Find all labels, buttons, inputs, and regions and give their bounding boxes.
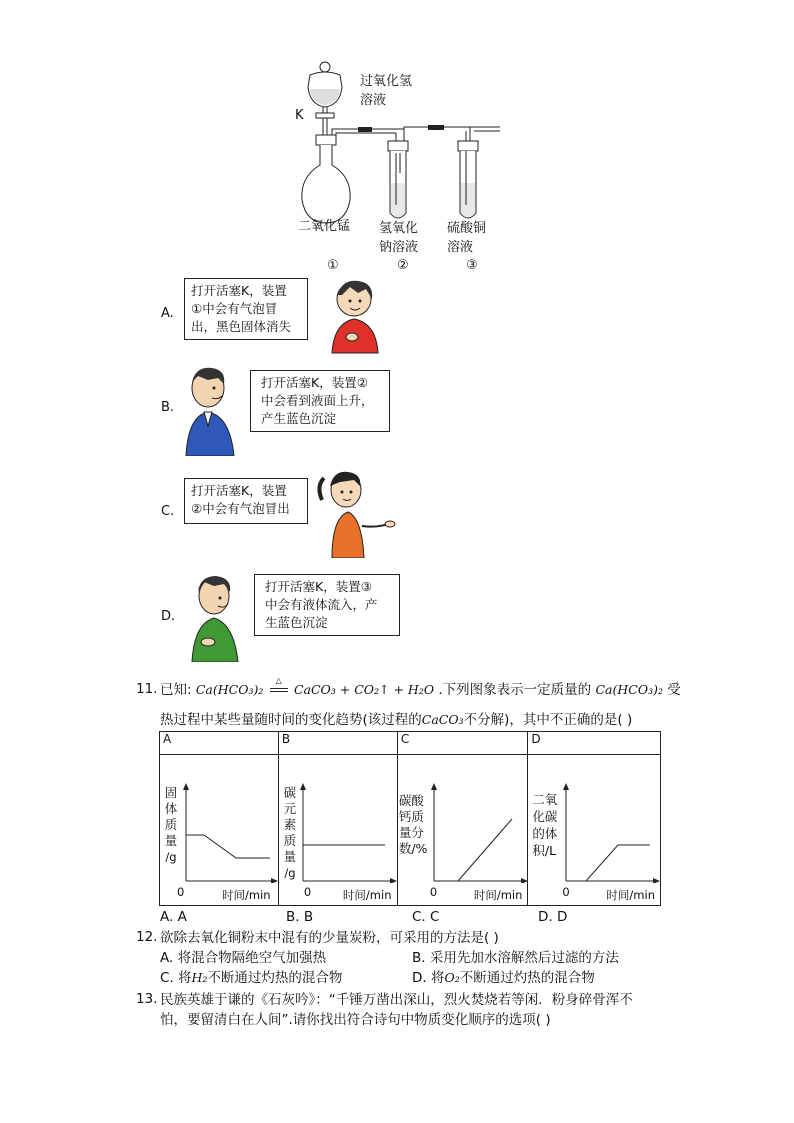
vessel2-number: ② — [397, 258, 409, 273]
vessel1-label: 二氧化锰 — [298, 219, 351, 234]
vessel3-number: ③ — [466, 258, 478, 273]
graph-d-head: D — [528, 732, 661, 755]
vessel2-label: 氢氧化 钠溶液 — [379, 221, 419, 255]
graph-b-xlabel: 时间/min — [342, 888, 392, 902]
graph-c-origin: 0 — [429, 885, 438, 899]
graph-b — [278, 755, 397, 906]
boy-cartoon-d — [182, 572, 254, 662]
option-d-bubble: 打开活塞K，装置③ 中会有液体流入，产 生蓝色沉淀 — [254, 574, 400, 636]
valve-label: K — [295, 108, 304, 123]
girl-cartoon-c — [310, 464, 396, 558]
option-b-bubble: 打开活塞K，装置② 中会看到液面上升， 产生蓝色沉淀 — [250, 370, 390, 432]
option-b-letter: B. — [161, 400, 175, 415]
graph-b-head: B — [278, 732, 397, 755]
q11-line2: 热过程中某些量随时间的变化趋势(该过程的CaCO₃不分解)，其中不正确的是( ) — [160, 712, 633, 728]
graph-b-ylabel: 碳 元 素 质 量 /g — [283, 785, 297, 880]
funnel-label: 过氧化氢 溶液 — [360, 74, 413, 108]
q11-answer-a[interactable]: A. A — [160, 909, 187, 925]
graph-b-origin: 0 — [303, 885, 312, 899]
q12-option-b[interactable]: B. 采用先加水溶解然后过滤的方法 — [412, 950, 619, 966]
graph-a — [160, 755, 279, 906]
option-c-letter: C. — [161, 504, 175, 519]
q12-option-d[interactable]: D. 将O₂不断通过灼热的混合物 — [412, 970, 595, 986]
q12-option-c[interactable]: C. 将H₂不断通过灼热的混合物 — [160, 970, 343, 986]
vessel3-label: 硫酸铜 溶液 — [447, 221, 487, 255]
graph-a-xlabel: 时间/min — [222, 888, 271, 902]
q12-option-a[interactable]: A. 将混合物隔绝空气加强热 — [160, 950, 327, 966]
q13-number: 13. — [136, 991, 158, 1007]
graph-a-origin: 0 — [177, 885, 185, 899]
q13-line1: 民族英雄于谦的《石灰吟》：“千锤万凿出深山，烈火焚烧若等闲．粉身碎骨浑不 — [160, 992, 633, 1008]
graph-a-ylabel: 固 体 质 量 /g — [164, 785, 178, 864]
equation-reactant: Ca(HCO₃)₂ — [195, 682, 264, 697]
graph-d-xlabel: 时间/min — [606, 888, 655, 902]
q13-line2: 怕，要留清白在人间”.请你找出符合诗句中物质变化顺序的选项( ) — [160, 1012, 551, 1028]
q11-answer-b[interactable]: B. B — [286, 909, 314, 925]
graph-b-plot — [297, 783, 397, 883]
option-a-bubble: 打开活塞K，装置 ①中会有气泡冒 出，黑色固体消失 — [184, 278, 308, 340]
graph-c-xlabel: 时间/min — [473, 888, 523, 902]
graph-d-origin: 0 — [562, 885, 570, 899]
equation-arrow: △ — [268, 681, 290, 699]
q11-answer-d[interactable]: D. D — [538, 909, 568, 925]
boy-cartoon-a — [318, 275, 390, 355]
graph-c — [397, 755, 528, 906]
graph-d-plot — [560, 783, 660, 883]
q11-number: 11. — [136, 681, 158, 697]
graph-d — [528, 755, 661, 906]
q11-line1: 已知: Ca(HCO₃)₂ △ CaCO₃ + CO₂↑ + H₂O .下列图象表示一定质量的 Ca(HCO₃)₂ 受 — [160, 676, 681, 698]
man-cartoon-b — [178, 364, 248, 456]
graph-c-ylabel: 碳酸 钙质 量分 数/% — [398, 793, 428, 856]
graph-a-head: A — [160, 732, 279, 755]
vessel1-number: ① — [327, 258, 339, 273]
graph-c-head: C — [397, 732, 528, 755]
equation-products: CaCO₃ + CO₂↑ + H₂O — [293, 682, 435, 697]
q11-graph-table — [159, 731, 661, 906]
graph-a-plot — [180, 783, 278, 883]
graph-c-plot — [428, 783, 528, 883]
option-c-bubble: 打开活塞K，装置 ②中会有气泡冒出 — [184, 478, 308, 524]
option-d-letter: D. — [161, 609, 176, 624]
graph-d-ylabel: 二氧 化碳 的体 积/L — [532, 792, 558, 858]
q11-answer-c[interactable]: C. C — [412, 909, 440, 925]
q12-number: 12. — [136, 929, 158, 945]
q12-stem: 欲除去氧化铜粉末中混有的少量炭粉，可采用的方法是( ) — [160, 930, 499, 946]
option-a-letter: A. — [161, 306, 174, 321]
